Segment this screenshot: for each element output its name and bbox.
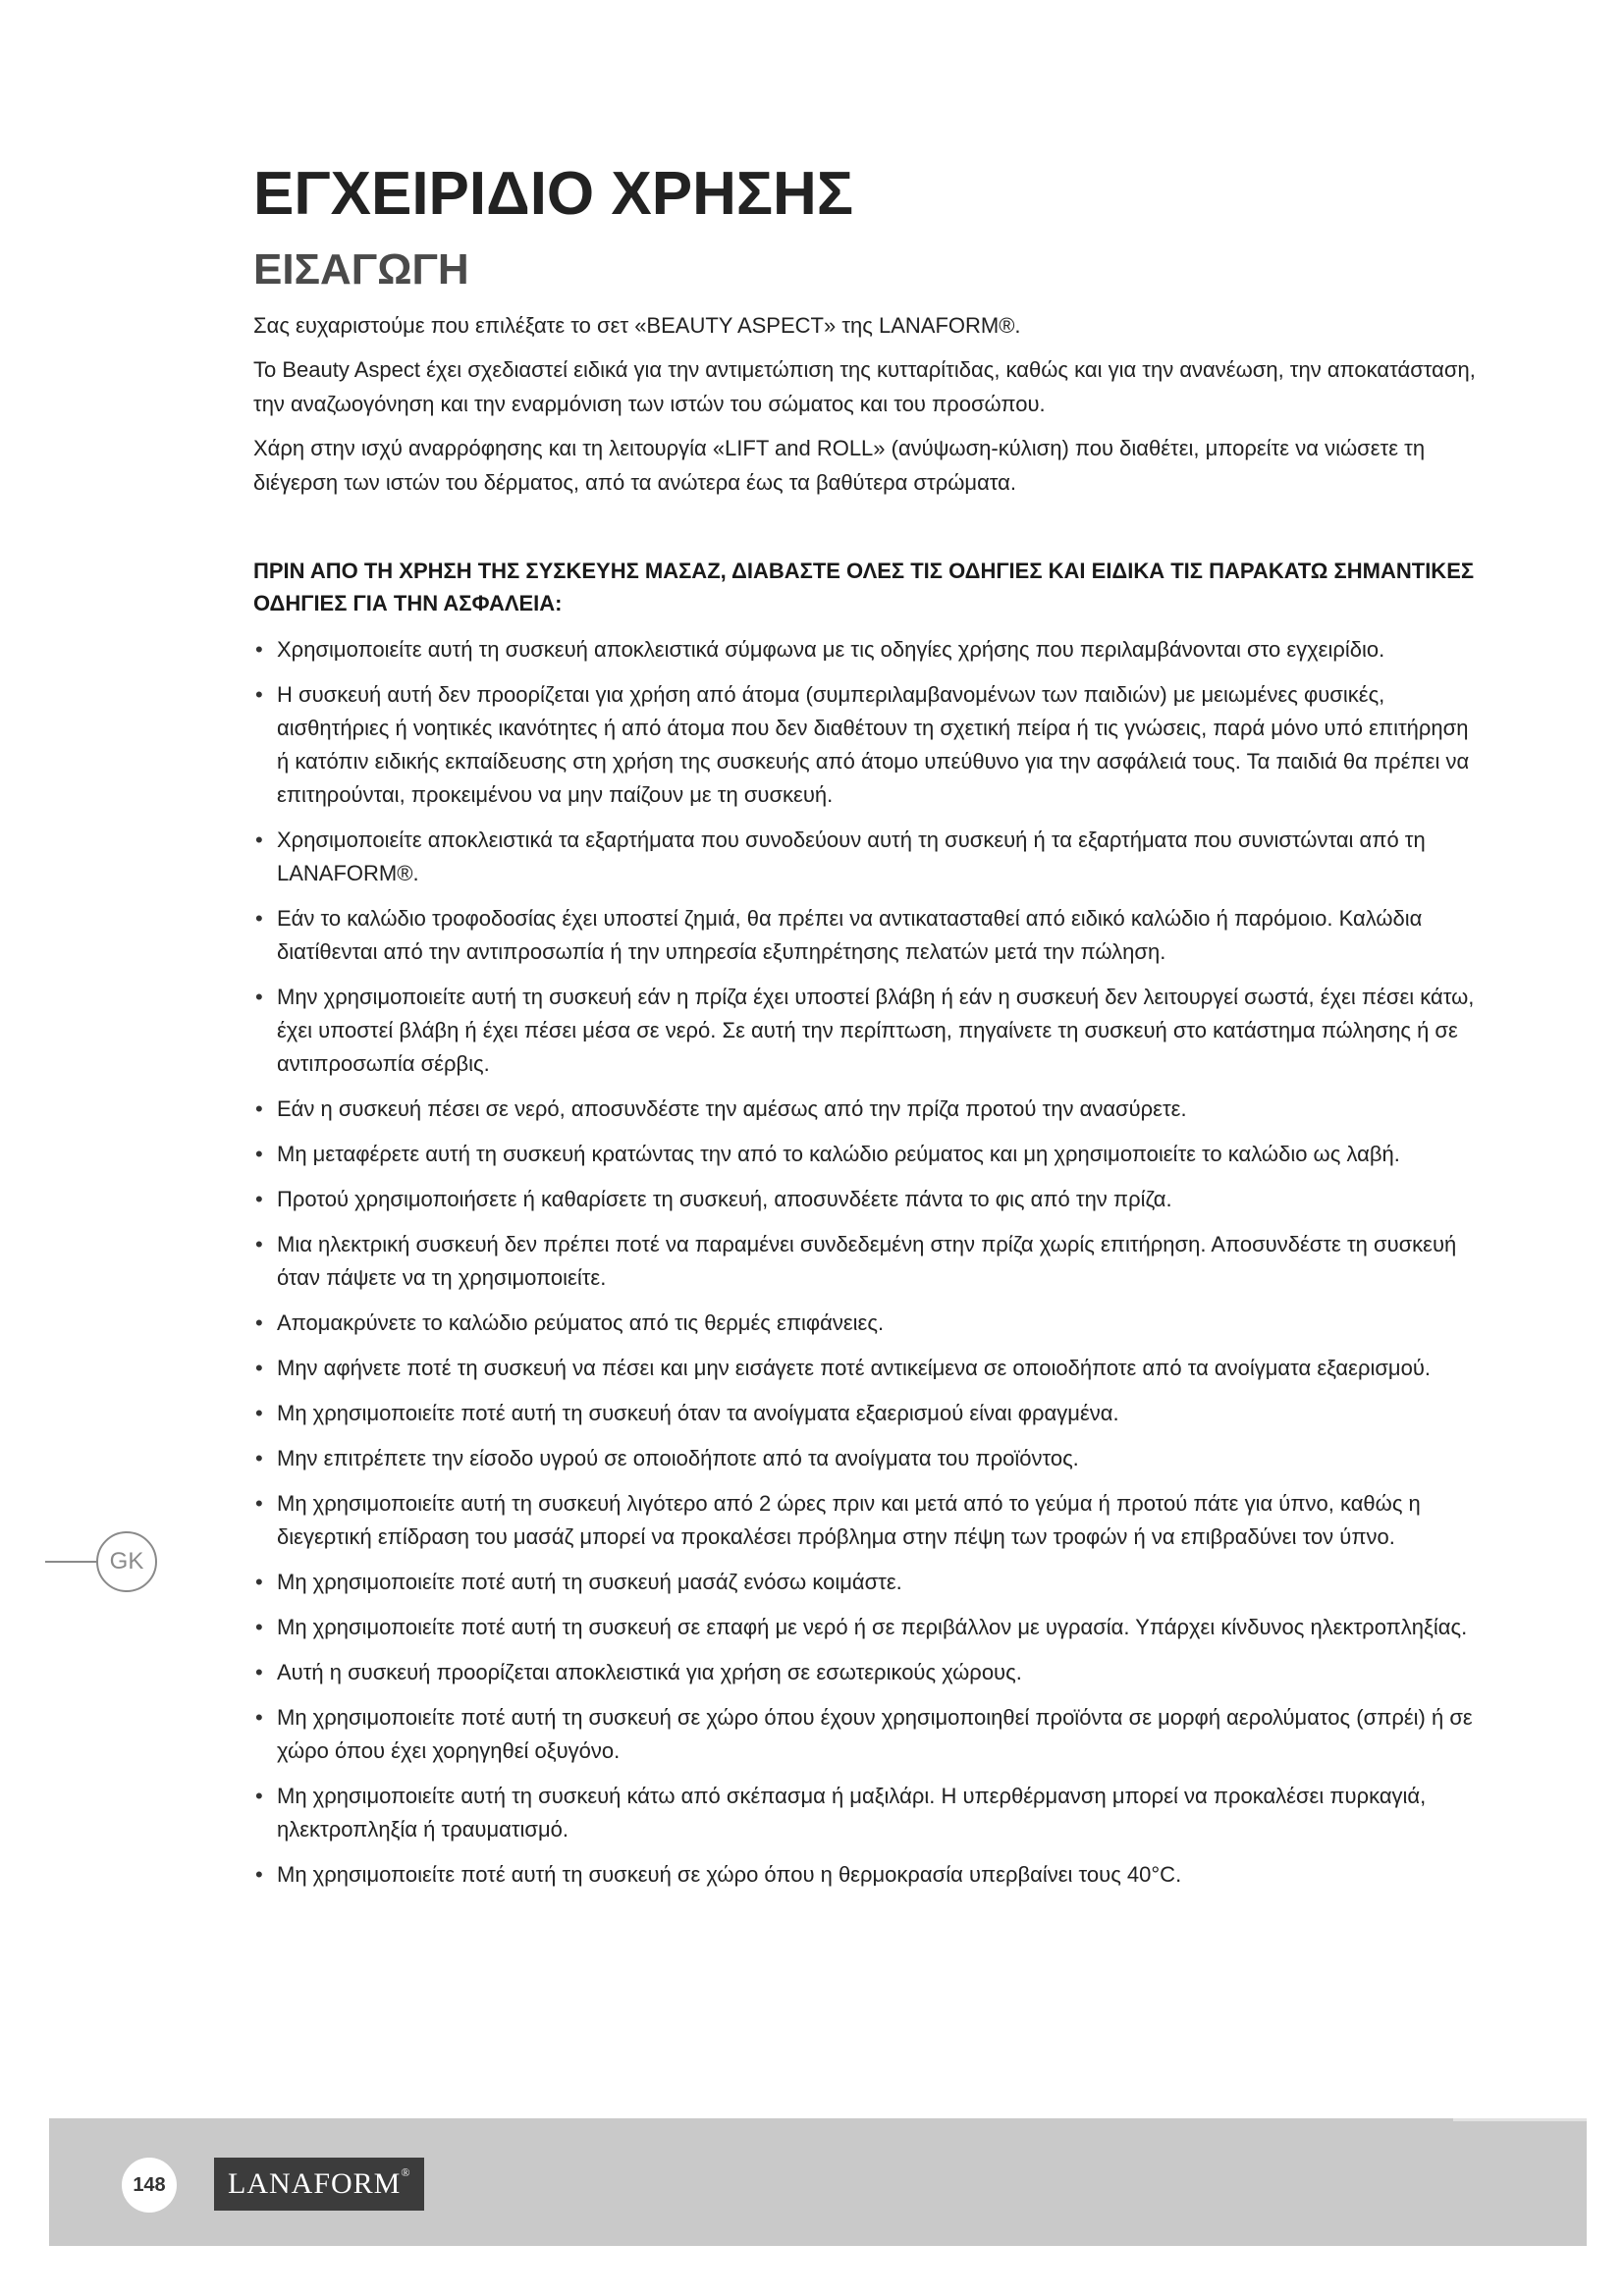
safety-rule: • Χρησιμοποιείτε αυτή τη συσκευή αποκλειστικά σύμφωνα με τις οδηγίες χρήσης που περιλαμβάνονται στο εγχειρίδιο. <box>253 633 1483 667</box>
safety-rule: • Μην αφήνετε ποτέ τη συσκευή να πέσει και μην εισάγετε ποτέ αντικείμενα σε οποιοδήποτε από τα ανοίγματα εξαερισμού. <box>253 1352 1483 1385</box>
page-number: 148 <box>122 2158 177 2213</box>
safety-rule: • Απομακρύνετε το καλώδιο ρεύματος από τις θερμές επιφάνειες. <box>253 1307 1483 1340</box>
safety-rule: • Μια ηλεκτρική συσκευή δεν πρέπει ποτέ να παραμένει συνδεδεμένη στην πρίζα χωρίς επιτήρηση. Αποσυνδέστε τη συσκευή όταν πάψετε να τη χρησιμοποιείτε. <box>253 1228 1483 1295</box>
intro-paragraph: Σας ευχαριστούμε που επιλέξατε το σετ «BEAUTY ASPECT» της LANAFORM®. <box>253 313 1021 338</box>
safety-rule: • Αυτή η συσκευή προορίζεται αποκλειστικά για χρήση σε εσωτερικούς χώρους. <box>253 1656 1483 1689</box>
safety-rule: • Μη χρησιμοποιείτε αυτή τη συσκευή κάτω από σκέπασμα ή μαξιλάρι. Η υπερθέρμανση μπορεί να προκαλέσει πυρκαγιά, ηλεκτροπληξία ή τραυματισμό. <box>253 1780 1483 1846</box>
safety-rule: • Εάν το καλώδιο τροφοδοσίας έχει υποστεί ζημιά, θα πρέπει να αντικατασταθεί από ειδικό καλώδιο ή παρόμοιο. Καλώδια διατίθενται από την αντιπροσωπία ή την υπηρεσία εξυπηρέτησης πελατών μετά την πώληση. <box>253 902 1483 969</box>
safety-rules-list <box>253 633 1483 1892</box>
safety-warning-heading: ΠΡΙΝ ΑΠΟ ΤΗ ΧΡΗΣΗ ΤΗΣ ΣΥΣΚΕΥΗΣ ΜΑΣΑΖ, ΔΙΑΒΑΣΤΕ ΟΛΕΣ ΤΙΣ ΟΔΗΓΙΕΣ ΚΑΙ ΕΙΔΙΚΑ ΤΙΣ ΠΑΡΑΚΑΤΩ ΣΗΜΑΝΤΙΚΕΣ ΟΔΗΓΙΕΣ ΓΙΑ ΤΗΝ ΑΣΦΑΛΕΙΑ: <box>253 559 1475 615</box>
safety-rule: • Μη χρησιμοποιείτε ποτέ αυτή τη συσκευή σε χώρο όπου η θερμοκρασία υπερβαίνει τους 40°C. <box>253 1858 1483 1892</box>
safety-rule: • Η συσκευή αυτή δεν προορίζεται για χρήση από άτομα (συμπεριλαμβανομένων των παιδιών) με μειωμένες φυσικές, αισθητήριες ή νοητικές ικανότητες ή από άτομα που δεν διαθέτουν τη σχετική πείρα ή τις γνώσεις, παρά μόνο υπό επιτήρηση ή κατόπιν ειδικής εκπαίδευσης στη χρήση της συσκευής από άτομο υπεύθυνο για την ασφάλειά τους. Τα παιδιά θα πρέπει να επιτηρούνται, προκειμένου να μην παίζουν με τη συσκευή. <box>253 678 1483 812</box>
intro-paragraph: Χάρη στην ισχύ αναρρόφησης και τη λειτουργία «LIFT and ROLL» (ανύψωση-κύλιση) που διαθέτει, μπορείτε να νιώσετε τη διέγερση των ιστών του δέρματος, από τα ανώτερα έως τα βαθύτερα στρώματα. <box>253 436 1426 495</box>
language-tab <box>45 1531 173 1592</box>
safety-rule: • Μη χρησιμοποιείτε ποτέ αυτή τη συσκευή σε χώρο όπου έχουν χρησιμοποιηθεί προϊόντα σε μορφή αερολύματος (σπρέι) ή σε χώρο όπου έχει χορηγηθεί οξυγόνο. <box>253 1701 1483 1768</box>
safety-rule: • Μη χρησιμοποιείτε ποτέ αυτή τη συσκευή σε επαφή με νερό ή σε περιβάλλον με υγρασία. Υπάρχει κίνδυνος ηλεκτροπληξίας. <box>253 1611 1483 1644</box>
safety-rule: • Εάν η συσκευή πέσει σε νερό, αποσυνδέστε την αμέσως από την πρίζα προτού την ανασύρετε. <box>253 1093 1483 1126</box>
page-title: ΕΓΧΕΙΡΙΔΙΟ ΧΡΗΣΗΣ <box>253 160 854 228</box>
safety-rule: • Μη μεταφέρετε αυτή τη συσκευή κρατώντας την από το καλώδιο ρεύματος και μη χρησιμοποιείτε το καλώδιο ως λαβή. <box>253 1138 1483 1171</box>
safety-rule: • Μη χρησιμοποιείτε αυτή τη συσκευή λιγότερο από 2 ώρες πριν και μετά από το γεύμα ή προτού πάτε για ύπνο, καθώς η διεγερτική επίδραση του μασάζ μπορεί να προκαλέσει πρόβλημα στην πέψη των τροφών ή να επιβραδύνει τον ύπνο. <box>253 1487 1483 1554</box>
language-tab-line <box>45 1561 98 1563</box>
safety-rule: • Μην επιτρέπετε την είσοδο υγρού σε οποιοδήποτε από τα ανοίγματα του προϊόντος. <box>253 1442 1483 1475</box>
safety-rule: • Μη χρησιμοποιείτε ποτέ αυτή τη συσκευή όταν τα ανοίγματα εξαερισμού είναι φραγμένα. <box>253 1397 1483 1430</box>
safety-rule: • Μη χρησιμοποιείτε ποτέ αυτή τη συσκευή μασάζ ενόσω κοιμάστε. <box>253 1566 1483 1599</box>
language-tab-label: GK <box>96 1531 157 1592</box>
safety-rule: • Μην χρησιμοποιείτε αυτή τη συσκευή εάν η πρίζα έχει υποστεί βλάβη ή εάν η συσκευή δεν λειτουργεί σωστά, έχει πέσει κάτω, έχει υποστεί βλάβη ή έχει πέσει μέσα σε νερό. Σε αυτή την περίπτωση, πηγαίνετε τη συσκευή στο κατάστημα πώλησης ή σε αντιπροσωπία σέρβις. <box>253 981 1483 1081</box>
section-title-introduction: ΕΙΣΑΓΩΓΗ <box>253 245 469 294</box>
brand-logo <box>214 2158 424 2211</box>
intro-paragraph: Το Beauty Aspect έχει σχεδιαστεί ειδικά για την αντιμετώπιση της κυτταρίτιδας, καθώς και για την ανανέωση, την αποκατάσταση, την αναζωογόνηση και την εναρμόνιση των ιστών του σώματος και του προσώπου. <box>253 357 1476 416</box>
safety-rule: • Προτού χρησιμοποιήσετε ή καθαρίσετε τη συσκευή, αποσυνδέετε πάντα το φις από την πρίζα. <box>253 1183 1483 1216</box>
safety-rule: • Χρησιμοποιείτε αποκλειστικά τα εξαρτήματα που συνοδεύουν αυτή τη συσκευή ή τα εξαρτήματα που συνιστώνται από τη LANAFORM®. <box>253 824 1483 890</box>
page-footer <box>49 2118 1587 2246</box>
brand-logo-text: LANAFORM <box>228 2167 402 2200</box>
page-content <box>253 155 1483 1903</box>
footer-edge-highlight <box>1453 2118 1587 2121</box>
registered-mark: ® <box>401 2165 411 2179</box>
